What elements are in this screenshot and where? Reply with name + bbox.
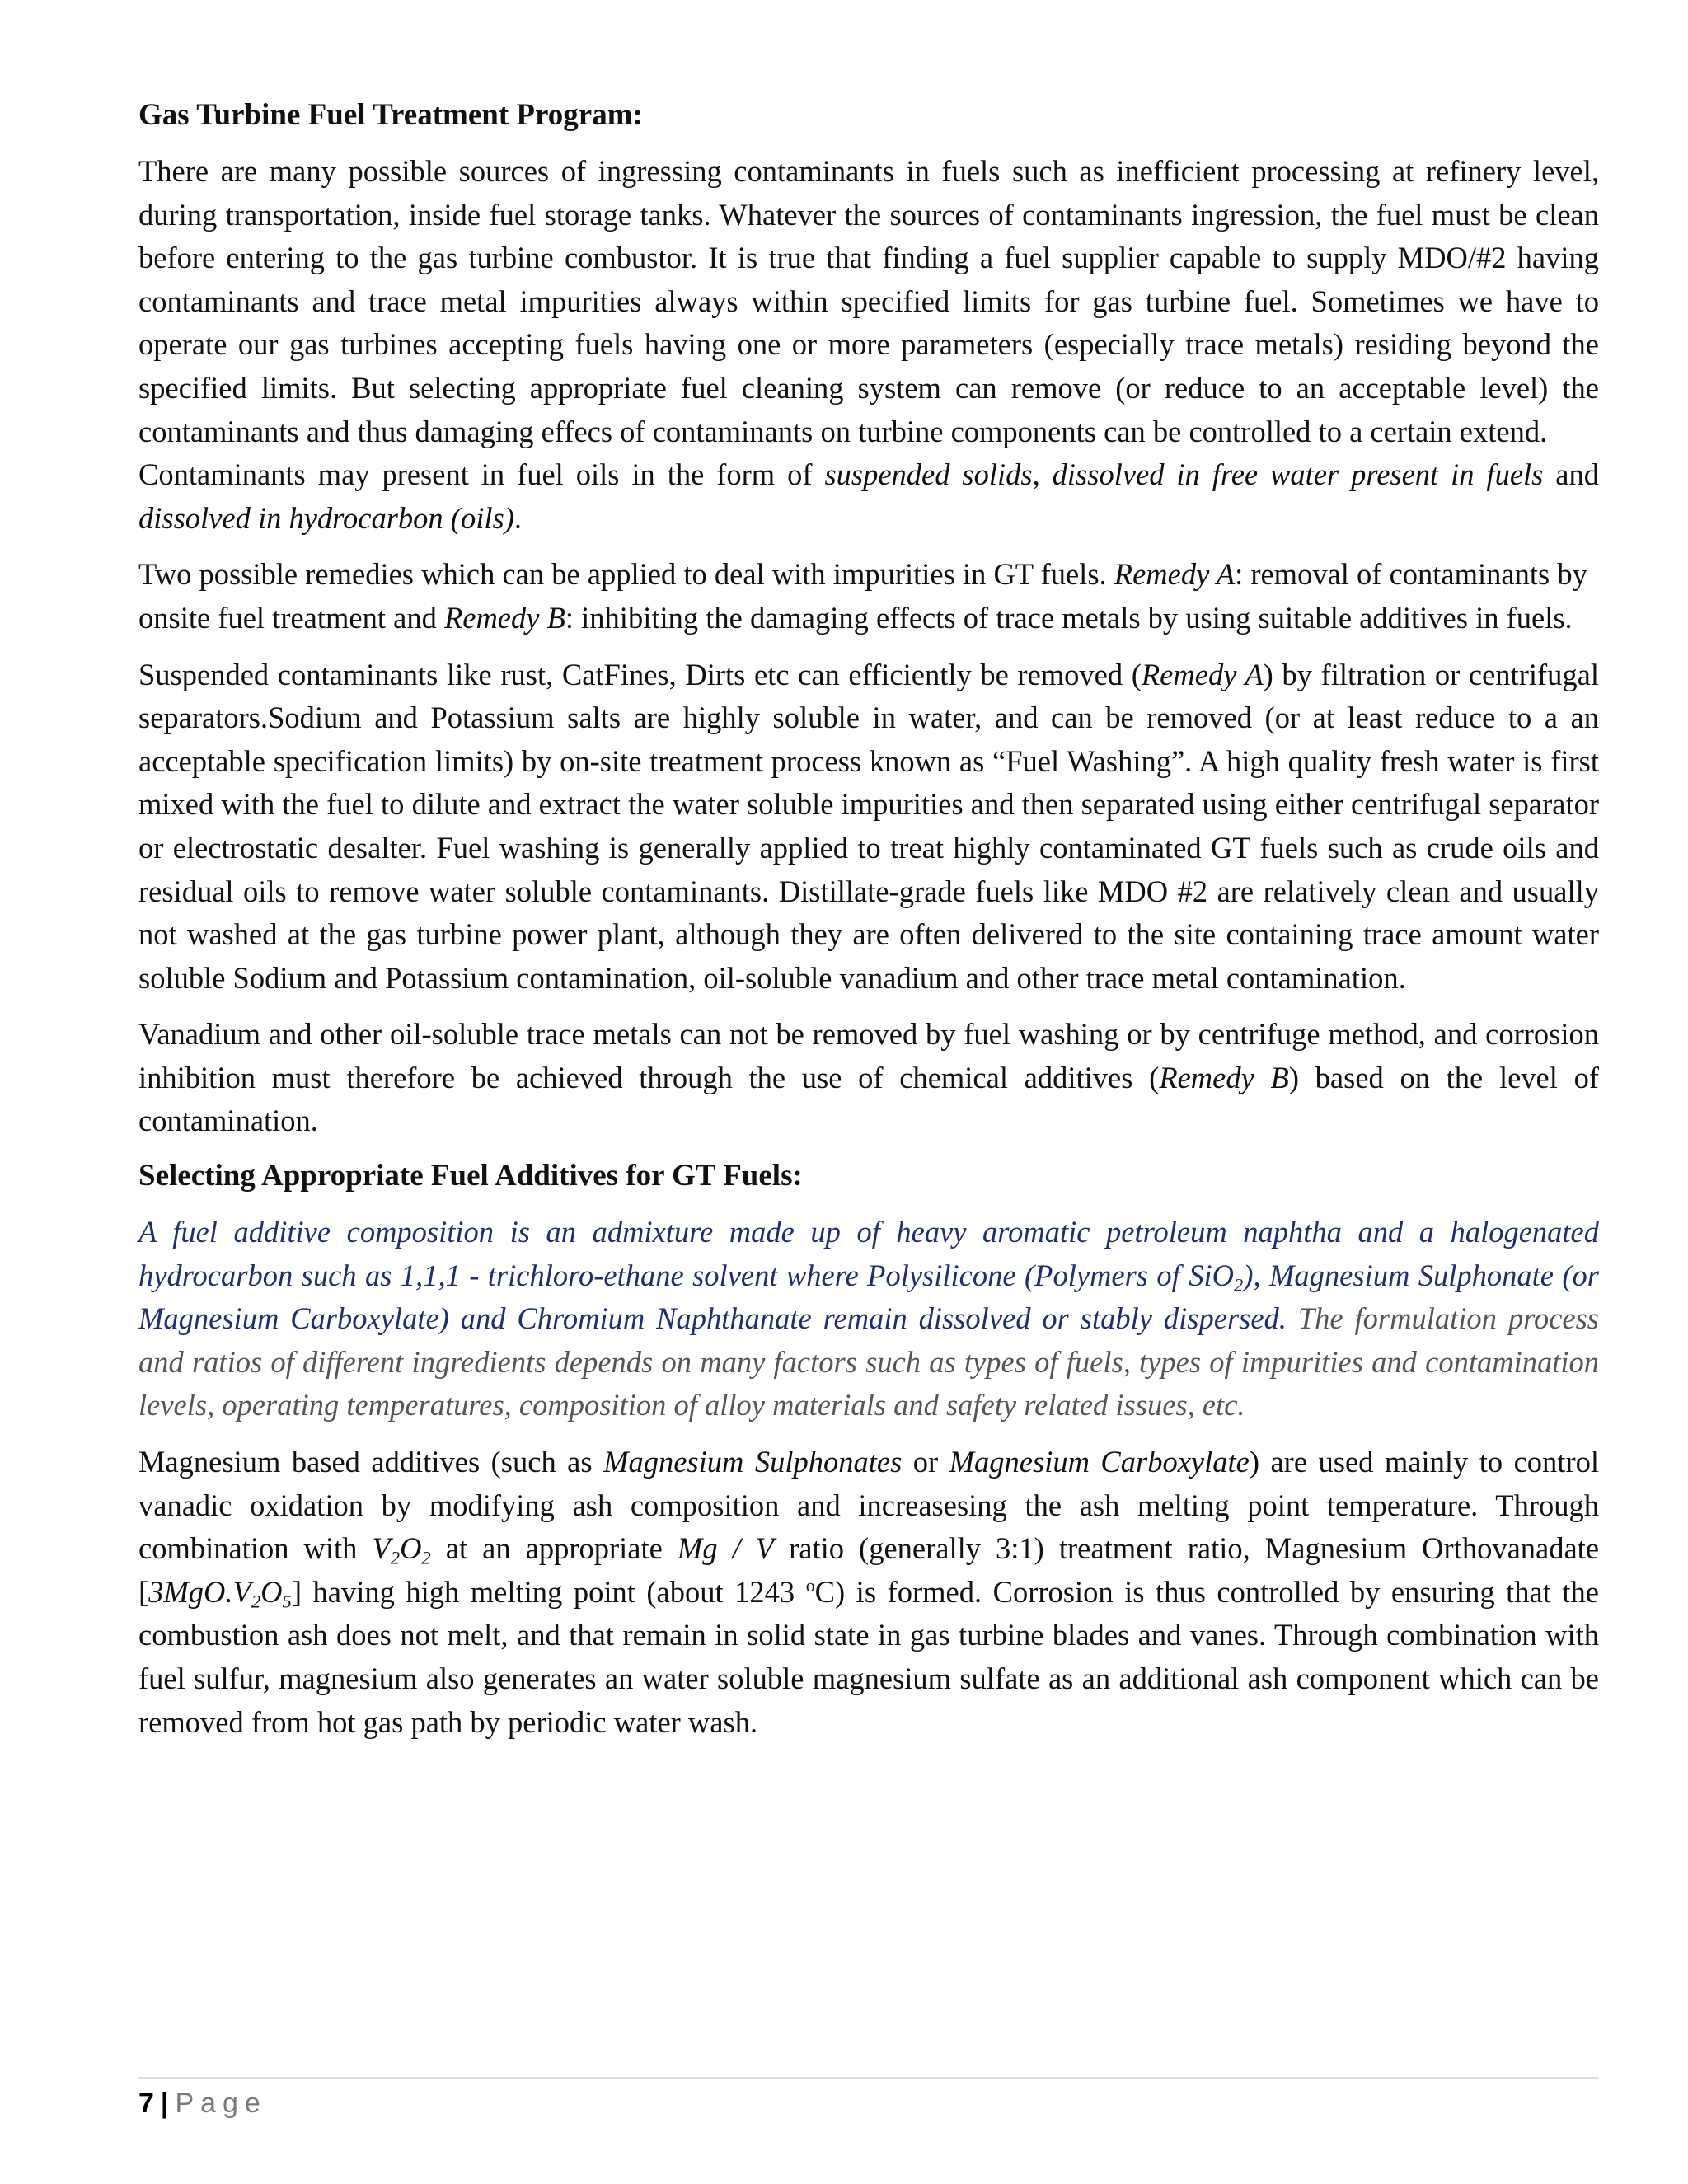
- paragraph-suspended-contaminants: Suspended contaminants like rust, CatFines, Dirts etc can efficiently be removed (Remedy A) by filtration or centrifugal separators.Sodium and Potassium salts are highly soluble in water, and can be removed (or at least reduce to a an acceptable specification limits) by on-site treatment process known as “Fuel Washing”. A high quality fresh water is first mixed with the fuel to dilute and extract the water soluble impurities and then separated using either centrifugal separator or electrostatic desalter. Fuel washing is generally applied to treat highly contaminated GT fuels such as crude oils and residual oils to remove water soluble contaminants. Distillate-grade fuels like MDO #2 are relatively clean and usually not washed at the gas turbine power plant, although they are often delivered to the site containing trace amount water soluble Sodium and Potassium contamination, oil-soluble vanadium and other trace metal contamination.: [138, 657, 1599, 995]
- document-page: [138, 96, 1599, 1757]
- formula-magnesium-orthovanadate: $3MgO.V_2O_5$: [148, 1574, 292, 1612]
- formula-v2o2: $V_2O_2$: [372, 1531, 431, 1568]
- page-label: Page: [175, 2088, 267, 2119]
- section-heading-fuel-additives: Selecting Appropriate Fuel Additives for GT Fuels:: [138, 1159, 803, 1193]
- page-footer: [138, 2087, 267, 2120]
- footer-divider: [138, 2077, 1599, 2079]
- paragraph-contaminant-forms: Contaminants may present in fuel oils in the form of suspended solids, dissolved in free water present in fuels and dissolved in hydrocarbon (oils).: [138, 457, 1599, 535]
- footer-separator: |: [160, 2088, 169, 2119]
- section-heading-fuel-treatment: Gas Turbine Fuel Treatment Program:: [138, 98, 643, 132]
- paragraph-additive-composition: A fuel additive composition is an admixture made up of heavy aromatic petroleum naphtha and a halogenated hydrocarbon such as 1,1,1 - trichloro-ethane solvent where Polysilicone (Polymers of SiO$_2$), Magnesium Sulphonate (or Magnesium Carboxylate) and Chromium Naphthanate remain dissolved or stably dispersed. The formulation process and ratios of different ingredients depends on many factors such as types of fuels, types of impurities and contamination levels, operating temperatures, composition of alloy materials and safety related issues, etc.: [138, 1215, 1599, 1422]
- page-number: 7: [138, 2088, 154, 2119]
- paragraph-contaminant-sources: There are many possible sources of ingressing contaminants in fuels such as inefficient processing at refinery level, during transportation, inside fuel storage tanks. Whatever the sources of contaminants ingression, the fuel must be clean before entering to the gas turbine combustor. It is true that finding a fuel supplier capable to supply MDO/#2 having contaminants and trace metal impurities always within specified limits for gas turbine fuel. Sometimes we have to operate our gas turbines accepting fuels having one or more parameters (especially trace metals) residing beyond the specified limits. But selecting appropriate fuel cleaning system can remove (or reduce to an acceptable level) the contaminants and thus damaging effecs of contaminants on turbine components can be controlled to a certain extend.: [138, 154, 1599, 448]
- paragraph-vanadium: Vanadium and other oil-soluble trace metals can not be removed by fuel washing or by centrifuge method, and corrosion inhibition must therefore be achieved through the use of chemical additives (Remedy B) based on the level of contamination.: [138, 1017, 1599, 1138]
- paragraph-remedies: Two possible remedies which can be applied to deal with impurities in GT fuels. Remedy A: removal of contaminants by onsite fuel treatment and Remedy B: inhibiting the damaging effects of trace metals by using suitable additives in fuels.: [138, 557, 1587, 635]
- paragraph-magnesium-additives: Magnesium based additives (such as Magnesium Sulphonates or Magnesium Carboxylate) are used mainly to control vanadic oxidation by modifying ash composition and increasesing the ash melting point temperature. Through combination with $V_2O_2$ at an appropriate Mg / V ratio (generally 3:1) treatment ratio, Magnesium Orthovanadate $[3MgO.V_2O_5]$ having high melting point (about 1243 $^o$C) is formed. Corrosion is thus controlled by ensuring that the combustion ash does not melt, and that remain in solid state in gas turbine blades and vanes. Through combination with fuel sulfur, magnesium also generates an water soluble magnesium sulfate as an additional ash component which can be removed from hot gas path by periodic water wash.: [138, 1445, 1600, 1739]
